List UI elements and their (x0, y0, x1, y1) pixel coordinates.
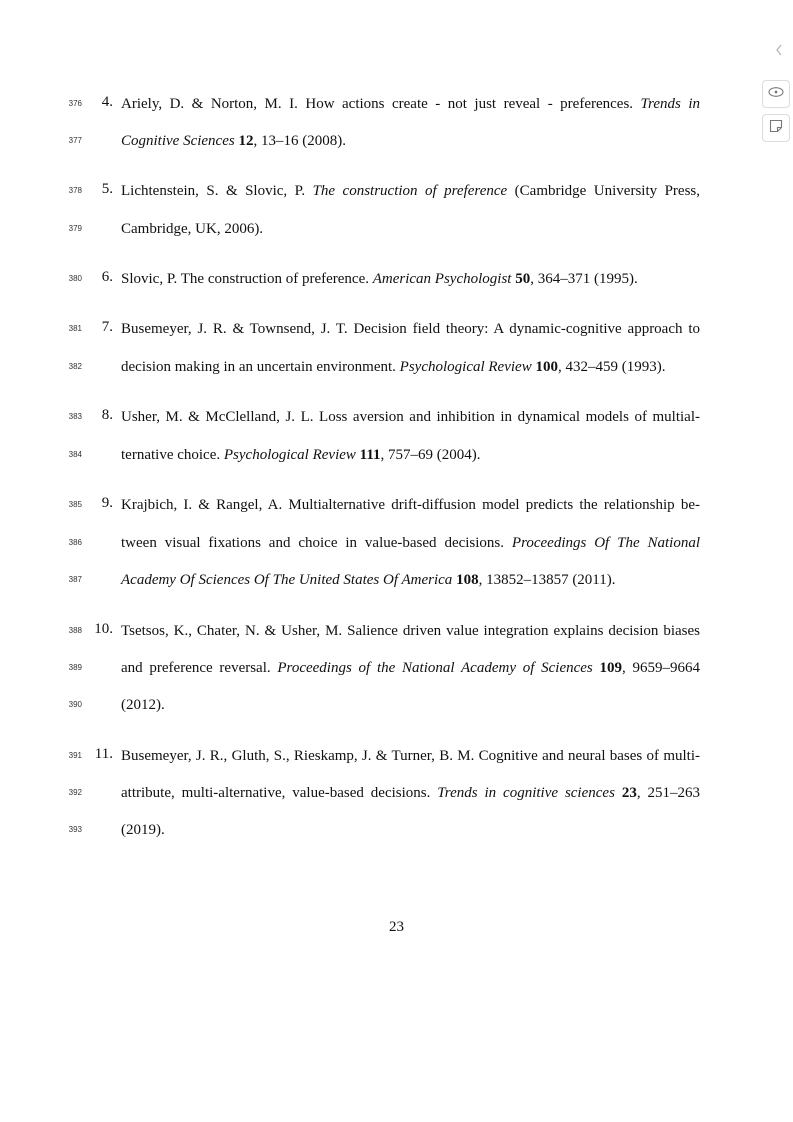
reference-line (0, 181, 793, 201)
text-run: (2012). (121, 697, 165, 713)
reference-line (0, 94, 793, 114)
reference-text (121, 219, 700, 239)
reference-line (0, 319, 793, 339)
reference-text (121, 319, 700, 339)
italic-run: Academy Of Sciences Of The United States Of America (121, 572, 453, 588)
reference-text (121, 570, 700, 590)
text-run: (Cambridge University Press, (507, 183, 700, 199)
text-run: , 13852–13857 (2011). (478, 572, 616, 588)
text-run (593, 660, 600, 676)
text-run: attribute, multi-alternative, value-based decisions. (121, 785, 438, 801)
line-number: 382 (68, 362, 82, 371)
text-run: Busemeyer, J. R. & Townsend, J. T. Decision field theory: A dynamic-cognitive approach to (121, 321, 700, 337)
text-run: Slovic, P. The construction of preference. (121, 271, 373, 287)
italic-run: The construction of preference (312, 183, 508, 199)
bold-run: 50 (515, 271, 531, 287)
page-number: 23 (389, 919, 404, 935)
reference-line (0, 533, 793, 553)
line-number: 381 (68, 324, 82, 333)
reference-text (121, 357, 700, 377)
sticky-note-icon (768, 118, 784, 139)
line-number: 376 (68, 99, 82, 108)
reference-line (0, 445, 793, 465)
bold-run: 12 (238, 133, 254, 149)
text-run: (2019). (121, 822, 165, 838)
line-number: 391 (68, 751, 82, 760)
note-button[interactable] (762, 114, 790, 142)
reference-text (121, 94, 700, 114)
text-run: ternative choice. (121, 447, 224, 463)
reference-text (121, 445, 700, 465)
text-run: and preference reversal. (121, 660, 278, 676)
reference-text (121, 131, 700, 151)
reference-text (121, 621, 700, 641)
line-number: 380 (68, 274, 82, 283)
reference-line (0, 746, 793, 766)
text-run: Ariely, D. & Norton, M. I. How actions create - not just reveal - preferences. (121, 96, 641, 112)
reference-text (121, 746, 700, 766)
reference-text (121, 533, 700, 553)
reference-text (121, 820, 700, 840)
reference-line (0, 621, 793, 641)
bold-run: 23 (621, 785, 637, 801)
reference-line (0, 269, 793, 289)
reference-line (0, 131, 793, 151)
reference-line (0, 820, 793, 840)
reference-number: 8. (101, 407, 113, 423)
text-run: Cambridge, UK, 2006). (121, 221, 264, 237)
reference-text (121, 495, 700, 515)
italic-run: Psychological Review (223, 447, 356, 463)
chevron-left-icon[interactable] (774, 42, 784, 58)
reference-number: 4. (101, 94, 113, 110)
text-run: decision making in an uncertain environment. (121, 359, 400, 375)
italic-run: Trends in cognitive sciences (437, 785, 615, 801)
reference-line (0, 695, 793, 715)
reference-number: 9. (101, 495, 113, 511)
reference-number: 6. (101, 269, 113, 285)
text-run (615, 785, 622, 801)
view-button[interactable] (762, 80, 790, 108)
reference-text (121, 695, 700, 715)
line-number: 387 (68, 575, 82, 584)
text-run: Usher, M. & McClelland, J. L. Loss aversion and inhibition in dynamical models of multial- (121, 409, 700, 425)
reference-number: 5. (101, 181, 113, 197)
reference-text (121, 658, 700, 678)
italic-run: Cognitive Sciences (121, 133, 235, 149)
text-run: , 9659–9664 (622, 660, 700, 676)
italic-run: American Psychologist (372, 271, 512, 287)
line-number: 390 (68, 700, 82, 709)
text-run: Krajbich, I. & Rangel, A. Multialternative drift-diffusion model predicts the relationship be- (121, 497, 700, 513)
text-run: , 13–16 (2008). (253, 133, 346, 149)
line-number: 385 (68, 500, 82, 509)
reference-text (121, 181, 700, 201)
line-number: 383 (68, 412, 82, 421)
eye-icon (767, 85, 785, 103)
bold-run: 108 (456, 572, 479, 588)
reference-line (0, 570, 793, 590)
text-run: , 432–459 (1993). (557, 359, 666, 375)
reference-line (0, 219, 793, 239)
italic-run: Psychological Review (399, 359, 532, 375)
italic-run: Trends in (640, 96, 700, 112)
italic-run: Proceedings of the National Academy of Sciences (277, 660, 593, 676)
reference-number: 10. (94, 621, 113, 637)
text-run: tween visual fixations and choice in value-based decisions. (121, 535, 512, 551)
reference-text (121, 407, 700, 427)
line-number: 392 (68, 788, 82, 797)
italic-run: Proceedings Of The National (511, 535, 700, 551)
text-run: Busemeyer, J. R., Gluth, S., Rieskamp, J. & Turner, B. M. Cognitive and neural bases of multi- (121, 748, 700, 764)
reference-line (0, 658, 793, 678)
reference-text (121, 269, 700, 289)
reference-line (0, 783, 793, 803)
text-run: , 757–69 (2004). (380, 447, 481, 463)
reference-line (0, 357, 793, 377)
reference-line (0, 407, 793, 427)
line-number: 377 (68, 136, 82, 145)
reference-number: 7. (101, 319, 113, 335)
reference-number: 11. (94, 746, 113, 762)
text-run: , 251–263 (636, 785, 700, 801)
bold-run: 111 (359, 447, 381, 463)
line-number: 378 (68, 186, 82, 195)
text-run: , 364–371 (1995). (530, 271, 638, 287)
bold-run: 109 (599, 660, 623, 676)
line-number: 386 (68, 538, 82, 547)
line-number: 379 (68, 224, 82, 233)
line-number: 388 (68, 626, 82, 635)
reference-line (0, 495, 793, 515)
bold-run: 100 (535, 359, 558, 375)
text-run: Tsetsos, K., Chater, N. & Usher, M. Salience driven value integration explains decision biases (121, 623, 700, 639)
line-number: 384 (68, 450, 82, 459)
line-number: 393 (68, 825, 82, 834)
line-number: 389 (68, 663, 82, 672)
reference-text (121, 783, 700, 803)
text-run: Lichtenstein, S. & Slovic, P. (121, 183, 313, 199)
